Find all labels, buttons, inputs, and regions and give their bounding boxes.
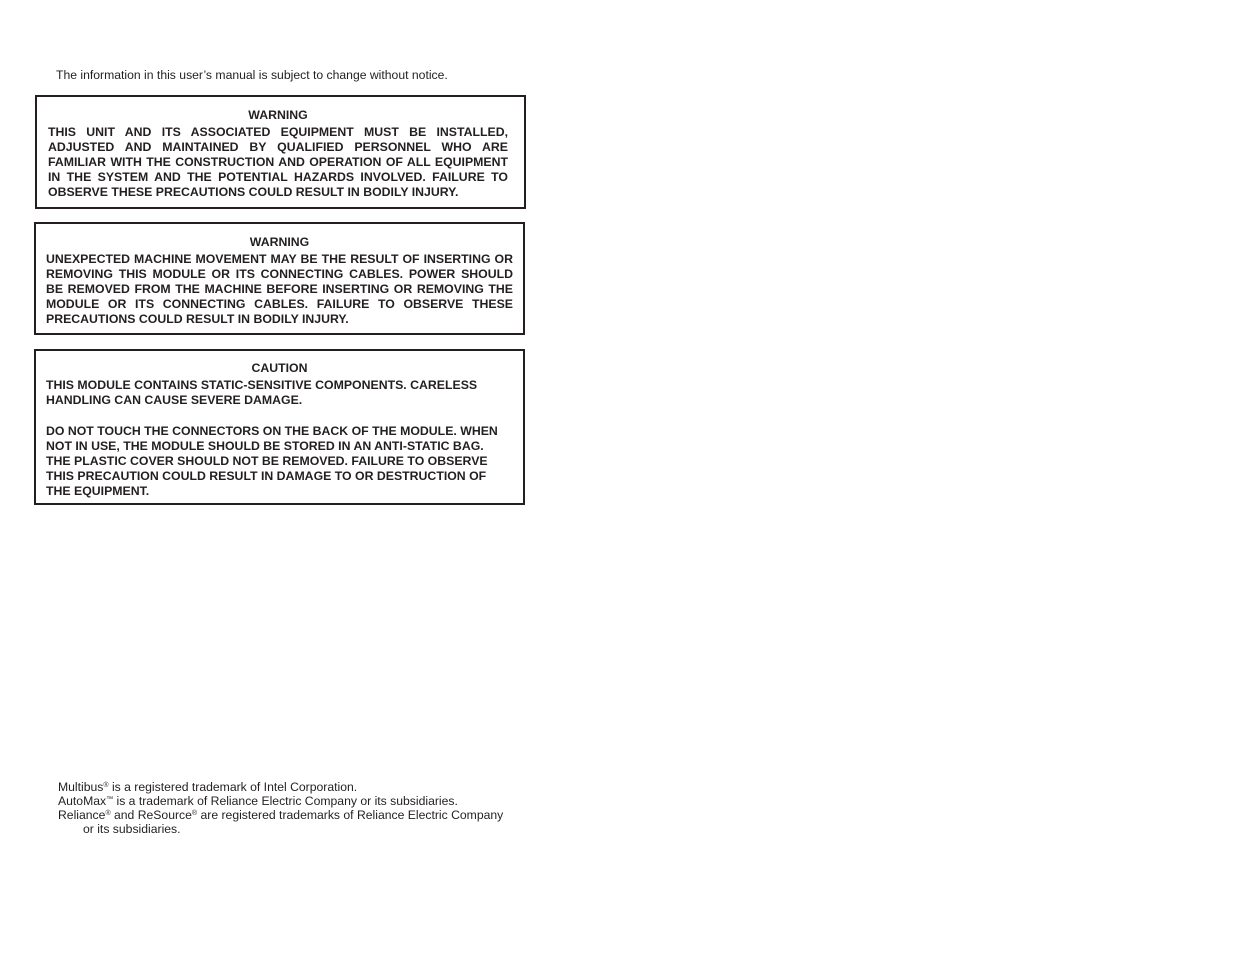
caution-box-static	[34, 349, 525, 505]
caution-line: DO NOT TOUCH THE CONNECTORS ON THE BACK OF THE MODULE. WHEN	[46, 424, 498, 438]
warning-text: THIS UNIT AND ITS ASSOCIATED EQUIPMENT MUST BE INSTALLED, ADJUSTED AND MAINTAINED BY QUALIFIED PERSONNEL WHO ARE FAMILIAR WITH THE CONSTRUCTION AND OPERATION OF ALL EQUIPMENT IN THE SYSTEM AND THE POTENTIAL HAZARDS INVOLVED. FAILURE TO OBSERVE THESE PRECAUTIONS COULD RESULT IN BODILY INJURY.	[48, 125, 508, 199]
registered-mark: ®	[191, 810, 198, 817]
caution-line: HANDLING CAN CAUSE SEVERE DAMAGE.	[46, 393, 303, 407]
caution-line: THE EQUIPMENT.	[46, 484, 150, 498]
trademark-reliance	[58, 808, 503, 822]
caution-paragraph-connectors	[46, 424, 513, 499]
caution-title: CAUTION	[251, 361, 308, 375]
paragraph-gap	[46, 408, 513, 424]
registered-mark: ®	[103, 782, 109, 789]
caution-line: THIS PRECAUTION COULD RESULT IN DAMAGE TO OR DESTRUCTION OF	[46, 469, 487, 483]
trademark-text: are registered trademarks of Reliance Electric Company	[197, 808, 504, 822]
change-notice: The information in this user’s manual is subject to change without notice.	[56, 68, 448, 82]
trademark-multibus	[58, 780, 503, 794]
trademark-notices	[58, 780, 503, 836]
caution-paragraph-static	[46, 378, 513, 408]
trademark-name: Reliance	[58, 808, 106, 822]
warning-box-installation	[35, 95, 526, 209]
warning-box-machine-movement	[34, 222, 525, 335]
caution-line: NOT IN USE, THE MODULE SHOULD BE STORED IN AN ANTI-STATIC BAG.	[46, 439, 484, 453]
trademark-automax	[58, 794, 503, 808]
trademark-text: is a registered trademark of Intel Corporation.	[108, 780, 358, 794]
registered-mark: ®	[105, 810, 111, 817]
warning-text: UNEXPECTED MACHINE MOVEMENT MAY BE THE RESULT OF INSERTING OR REMOVING THIS MODULE OR ITS CONNECTING CABLES. POWER SHOULD BE REMOVED FROM THE MACHINE BEFORE INSERTING OR REMOVING THE MODULE OR ITS CONNECTING CABLES. FAILURE TO OBSERVE THESE PRECAUTIONS COULD RESULT IN BODILY INJURY.	[46, 252, 513, 326]
trademark-name: Multibus	[58, 780, 104, 794]
trademark-text: is a trademark of Reliance Electric Company or its subsidiaries.	[113, 794, 458, 808]
warning-title: WARNING	[248, 108, 308, 122]
caution-line: THIS MODULE CONTAINS STATIC-SENSITIVE COMPONENTS. CARELESS	[46, 378, 478, 392]
caution-line: THE PLASTIC COVER SHOULD NOT BE REMOVED. FAILURE TO OBSERVE	[46, 454, 488, 468]
trademark-name: AutoMax	[58, 794, 107, 808]
trademark-continuation: or its subsidiaries.	[83, 822, 181, 836]
warning-title: WARNING	[249, 235, 310, 249]
trademark-mark: ™	[106, 796, 114, 803]
trademark-name: and ReSource	[110, 808, 192, 822]
